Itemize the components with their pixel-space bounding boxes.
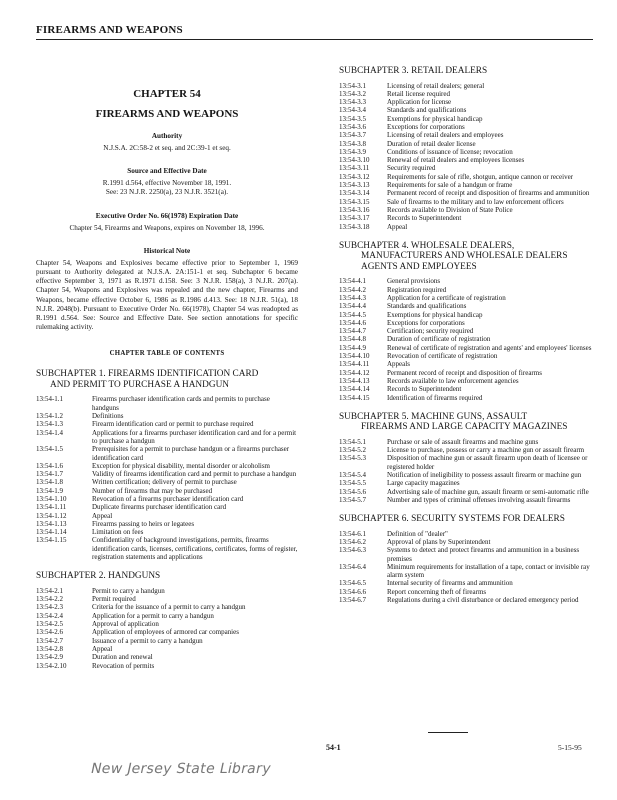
subchapter-4-heading: SUBCHAPTER 4. WHOLESALE DEALERS, MANUFACTURERS AND WHOLESALE DEALERS AGENTS AND EMPLOYEES: [339, 240, 568, 272]
section-number: 13:54-4.7: [339, 327, 367, 336]
section-title: Records to Superintendent: [387, 214, 462, 223]
toc-entry: [339, 115, 595, 123]
section-number: 13:54-3.1: [339, 81, 367, 90]
toc-entry: [339, 82, 595, 90]
section-number: 13:54-4.13: [339, 376, 370, 385]
section-number: 13:54-5.1: [339, 437, 367, 446]
toc-entry: [36, 445, 298, 462]
section-title: Appeal: [387, 222, 408, 231]
toc-entry: [339, 277, 595, 285]
toc-entry: [36, 645, 298, 653]
section-number: 13:54-3.10: [339, 156, 370, 165]
section-title: Large capacity magazines: [387, 479, 460, 488]
section-number: 13:54-2.8: [36, 644, 64, 653]
section-number: 13:54-2.2: [36, 595, 64, 604]
section-title: Certification; security required: [387, 327, 474, 336]
toc-entry: [36, 662, 298, 670]
section-number: 13:54-3.18: [339, 222, 370, 231]
toc-entry: [36, 462, 298, 470]
section-title: Exceptions for corporations: [387, 318, 465, 327]
section-number: 13:54-2.1: [36, 586, 64, 595]
subchapter-2-list: [36, 587, 298, 670]
section-title: Licensing of retail dealers and employees: [387, 131, 504, 140]
section-number: 13:54-5.2: [339, 446, 367, 455]
section-title: Number of firearms that may be purchased: [92, 486, 213, 495]
section-number: 13:54-4.11: [339, 360, 370, 369]
section-number: 13:54-4.14: [339, 385, 370, 394]
section-title: Records to Superintendent: [387, 385, 462, 394]
section-title: Permanent record of receipt and disposition of firearms: [387, 368, 542, 377]
section-title: Permit required: [92, 595, 136, 604]
section-title: Revocation of permits: [92, 661, 155, 670]
section-title: Disposition of machine gun or assault firearm upon death of licensee or registered holder: [387, 454, 588, 471]
section-title: Firearms passing to heirs or legatees: [92, 519, 195, 528]
subchapter-6-list: [339, 530, 595, 605]
source-line-2: See: 23 N.J.R. 2250(a), 23 N.J.R. 3521(a).: [105, 188, 229, 197]
section-number: 13:54-4.6: [339, 318, 367, 327]
toc-entry: [339, 394, 595, 402]
toc-entry: [339, 164, 595, 172]
section-title: Revocation of certificate of registration: [387, 352, 498, 361]
toc-entry: [339, 302, 595, 310]
toc-entry: [339, 344, 595, 352]
toc-entry: [339, 454, 595, 471]
subchapter-2-heading: SUBCHAPTER 2. HANDGUNS: [36, 571, 161, 582]
toc-entry: [36, 412, 298, 420]
section-number: 13:54-1.11: [36, 503, 67, 512]
toc-entry: [36, 429, 298, 446]
section-title: Number and types of criminal offenses involving assault firearms: [387, 495, 571, 504]
section-title: Requirements for sale of a handgun or frame: [387, 181, 513, 190]
toc-entry: [36, 487, 298, 495]
section-number: 13:54-1.9: [36, 486, 64, 495]
section-title: Requirements for sale of rifle, shotgun, antique cannon or receiver: [387, 172, 574, 181]
toc-entry: [339, 156, 595, 164]
section-title: General provisions: [387, 277, 441, 286]
section-number: 13:54-1.12: [36, 511, 67, 520]
toc-entry: [36, 603, 298, 611]
section-number: 13:54-3.9: [339, 147, 367, 156]
toc-entry: [339, 319, 595, 327]
section-title: Renewal of retail dealers and employees licenses: [387, 156, 525, 165]
section-title: Report concerning theft of firearms: [387, 587, 487, 596]
subchapter-4-list: [339, 277, 595, 401]
section-number: 13:54-1.14: [36, 528, 67, 537]
section-number: 13:54-4.3: [339, 293, 367, 302]
toc-entry: [339, 140, 595, 148]
toc-entry: [339, 360, 595, 368]
right-column: [339, 66, 595, 604]
chapter-number: CHAPTER 54: [133, 88, 201, 100]
section-number: 13:54-1.6: [36, 461, 64, 470]
toc-entry: [36, 478, 298, 486]
toc-entry: [36, 587, 298, 595]
section-title: Registration required: [387, 285, 447, 294]
section-number: 13:54-6.7: [339, 596, 367, 605]
toc-entry: [36, 637, 298, 645]
section-title: Validity of firearms identification card and permit to purchase a handgun: [92, 470, 297, 479]
section-number: 13:54-3.7: [339, 131, 367, 140]
section-number: 13:54-3.17: [339, 214, 370, 223]
section-number: 13:54-4.10: [339, 352, 370, 361]
section-number: 13:54-2.7: [36, 636, 64, 645]
source-heading: Source and Effective Date: [127, 167, 207, 176]
section-number: 13:54-6.3: [339, 546, 367, 555]
section-title: Conditions of issuance of license; revocation: [387, 147, 513, 156]
section-title: Permanent record of receipt and disposition of firearms and ammunition: [387, 189, 590, 198]
section-title: Firearms purchaser identification cards and permits to purchase handguns: [92, 395, 270, 412]
section-number: 13:54-3.15: [339, 197, 370, 206]
section-title: Application of employees of armored car companies: [92, 628, 239, 637]
toc-entry: [36, 528, 298, 536]
section-number: 13:54-1.3: [36, 420, 64, 429]
toc-entry: [339, 294, 595, 302]
section-number: 13:54-6.5: [339, 579, 367, 588]
section-title: Prerequisites for a permit to purchase handgun or a firearms purchaser identification card: [92, 445, 290, 462]
section-title: Permit to carry a handgun: [92, 586, 165, 595]
library-stamp: New Jersey State Library: [89, 761, 273, 777]
section-title: Limitation on fees: [92, 528, 144, 537]
subchapter-5-heading: SUBCHAPTER 5. MACHINE GUNS, ASSAULT FIREARMS AND LARGE CAPACITY MAGAZINES: [339, 411, 568, 433]
section-number: 13:54-1.15: [36, 536, 67, 545]
toc-entry: [36, 536, 298, 561]
section-title: Standards and qualifications: [387, 106, 467, 115]
section-title: Exception for physical disability, mental disorder or alcoholism: [92, 461, 271, 470]
section-number: 13:54-4.15: [339, 393, 370, 402]
toc-entry: [36, 595, 298, 603]
section-number: 13:54-3.4: [339, 106, 367, 115]
toc-entry: [36, 512, 298, 520]
toc-entry: [36, 520, 298, 528]
section-title: Definition of "dealer": [387, 529, 448, 538]
section-number: 13:54-3.8: [339, 139, 367, 148]
toc-entry: [339, 286, 595, 294]
authority-heading: Authority: [151, 132, 183, 140]
section-title: Written certification; delivery of permit to purchase: [92, 478, 237, 487]
section-number: 13:54-6.1: [339, 529, 367, 538]
toc-entry: [339, 189, 595, 197]
toc-entry: [339, 377, 595, 385]
left-column: [36, 80, 298, 670]
section-title: Purchase or sale of assault firearms and machine guns: [387, 437, 539, 446]
section-number: 13:54-5.5: [339, 479, 367, 488]
toc-entry: [339, 538, 595, 546]
section-number: 13:54-4.9: [339, 343, 367, 352]
toc-entry: [339, 385, 595, 393]
toc-entry: [36, 470, 298, 478]
section-title: Standards and qualifications: [387, 302, 467, 311]
subchapter-3-heading: SUBCHAPTER 3. RETAIL DEALERS: [339, 66, 488, 76]
section-title: Revocation of a firearms purchaser identification card: [92, 495, 244, 503]
section-title: Application for license: [387, 98, 452, 107]
section-title: Criteria for the issuance of a permit to carry a handgun: [92, 603, 246, 612]
subchapter-5-list: [339, 438, 595, 504]
toc-entry: [36, 503, 298, 511]
section-number: 13:54-3.12: [339, 172, 370, 181]
section-number: 13:54-3.2: [339, 89, 367, 98]
section-title: Exemptions for physical handicap: [387, 114, 483, 123]
expiration-heading: Executive Order No. 66(1978) Expiration Date: [95, 211, 239, 220]
toc-entry: [36, 495, 298, 503]
section-title: Confidentiality of background investigations, permits, firearms identification cards, licenses, certifications, certificates, forms of register, registration statements and applications: [92, 536, 298, 562]
section-title: Licensing of retail dealers; general: [387, 81, 485, 90]
section-number: 13:54-1.4: [36, 428, 64, 437]
toc-entry: [339, 471, 595, 479]
chapter-title: FIREARMS AND WEAPONS: [95, 108, 239, 120]
toc-entry: [339, 206, 595, 214]
section-number: 13:54-3.6: [339, 122, 367, 131]
section-title: Firearm identification card or permit to purchase required: [92, 420, 254, 429]
toc-entry: [36, 395, 298, 412]
section-number: 13:54-5.7: [339, 495, 367, 504]
section-title: Approval of application: [92, 620, 159, 629]
section-number: 13:54-1.5: [36, 445, 64, 454]
toc-entry: [339, 148, 595, 156]
section-title: Applications for a firearms purchaser identification card and for a permit to purchase a handgun: [92, 428, 297, 445]
toc-entry: [339, 131, 595, 139]
toc-entry: [339, 438, 595, 446]
toc-entry: [339, 546, 595, 563]
section-number: 13:54-2.6: [36, 628, 64, 637]
section-number: 13:54-4.5: [339, 310, 367, 319]
section-number: 13:54-2.5: [36, 620, 64, 629]
toc-title: CHAPTER TABLE OF CONTENTS: [109, 350, 225, 358]
section-title: Application for a certificate of registration: [387, 293, 506, 302]
section-title: Retail license required: [387, 89, 450, 98]
section-number: 13:54-1.8: [36, 478, 64, 487]
source-line-1: R.1991 d.564, effective November 18, 1991.: [102, 179, 232, 188]
section-title: Duration and renewal: [92, 653, 153, 662]
page-folio: 54-1: [326, 743, 341, 752]
section-title: Appeal: [92, 644, 113, 653]
section-number: 13:54-1.2: [36, 412, 64, 421]
section-number: 13:54-5.6: [339, 487, 367, 496]
toc-entry: [36, 653, 298, 661]
toc-entry: [339, 579, 595, 587]
section-number: 13:54-5.4: [339, 470, 367, 479]
section-number: 13:54-3.14: [339, 189, 370, 198]
section-title: Records available to Division of State Police: [387, 205, 513, 214]
running-header: FIREARMS AND WEAPONS: [36, 24, 593, 40]
section-title: Exemptions for physical handicap: [387, 310, 483, 319]
section-title: Appeals: [387, 360, 410, 369]
toc-entry: [339, 214, 595, 222]
section-title: Renewal of certificate of registration and agents' and employees' licenses: [387, 343, 592, 352]
section-title: Systems to detect and protect firearms and ammunition in a business premises: [387, 546, 580, 563]
toc-entry: [339, 479, 595, 487]
toc-entry: [339, 352, 595, 360]
subchapter-1-heading: SUBCHAPTER 1. FIREARMS IDENTIFICATION CARD AND PERMIT TO PURCHASE A HANDGUN: [36, 369, 259, 390]
section-title: Issuance of a permit to carry a handgun: [92, 636, 203, 645]
toc-entry: [339, 563, 595, 580]
section-title: Application for a permit to carry a handgun: [92, 611, 214, 620]
authority-text: N.J.S.A. 2C:58-2 et seq. and 2C:39-1 et seq.: [103, 144, 231, 152]
section-number: 13:54-3.13: [339, 181, 370, 190]
section-title: License to purchase, possess or carry a machine gun or assault firearm: [387, 446, 585, 455]
section-number: 13:54-3.16: [339, 205, 370, 214]
section-title: Records available to law enforcement agencies: [387, 376, 519, 385]
section-number: 13:54-6.6: [339, 587, 367, 596]
section-title: Duration of retail dealer license: [387, 139, 476, 148]
toc-entry: [339, 335, 595, 343]
section-title: Sale of firearms to the military and to law enforcement officers: [387, 197, 564, 206]
toc-entry: [339, 588, 595, 596]
toc-entry: [339, 198, 595, 206]
section-number: 13:54-4.2: [339, 285, 367, 294]
page-date: 5-15-95: [558, 743, 582, 752]
section-number: 13:54-4.12: [339, 368, 370, 377]
section-title: Notification of ineligibility to possess assault firearm or machine gun: [387, 470, 582, 479]
section-title: Minimum requirements for installation of a tape, contact or invisible ray alarm system: [387, 562, 590, 580]
section-number: 13:54-2.3: [36, 603, 64, 612]
section-title: Identification of firearms required: [387, 393, 483, 402]
section-number: 13:54-2.10: [36, 661, 67, 670]
toc-entry: [36, 620, 298, 628]
section-number: 13:54-1.10: [36, 495, 67, 503]
toc-entry: [36, 628, 298, 636]
section-title: Duration of certificate of registration: [387, 335, 491, 344]
section-number: 13:54-1.1: [36, 395, 64, 404]
toc-entry: [36, 420, 298, 428]
section-number: 13:54-6.4: [339, 562, 367, 571]
subchapter-6-heading: SUBCHAPTER 6. SECURITY SYSTEMS FOR DEALERS: [339, 514, 565, 525]
toc-entry: [339, 496, 595, 504]
section-number: 13:54-1.13: [36, 519, 67, 528]
toc-entry: [339, 98, 595, 106]
section-number: 13:54-3.3: [339, 98, 367, 107]
section-title: Internal security of firearms and ammunition: [387, 579, 513, 588]
section-number: 13:54-4.8: [339, 335, 367, 344]
toc-entry: [339, 327, 595, 335]
toc-entry: [339, 530, 595, 538]
toc-entry: [339, 223, 595, 231]
section-title: Appeal: [92, 511, 113, 520]
section-number: 13:54-3.11: [339, 164, 370, 173]
divider-rule: [428, 732, 468, 733]
toc-entry: [339, 123, 595, 131]
section-title: Exceptions for corporations: [387, 122, 465, 131]
toc-entry: [339, 90, 595, 98]
expiration-text: Chapter 54, Firearms and Weapons, expires on November 18, 1996.: [69, 223, 265, 232]
toc-entry: [339, 106, 595, 114]
section-title: Definitions: [92, 412, 124, 421]
historical-note: Chapter 54, Weapons and Explosives became effective prior to September 1, 1969 pursuant to Authority delegated at N.J.S.A. 2A:151-1 et seq. Subchapter 6 became effective September 3, 1971 as R.1971 d.158. See: 3 N.J.R. 158(a), 3 N.J.R. 207(a). Chapter 54, Weapons and Explosives was repealed and the new chapter, Firearms and Weapons, became effective October 6, 1986 as R.1986 d.413. See: 18 N.J.R. 51(a), 18 N.J.R. 2048(b). Pursuant to Executive Order No. 66(1978), Chapter 54 was readopted as R.1991 d.564. See: Source and Effective Date. See section annotations for specific rulemaking activity.: [36, 258, 298, 332]
section-number: 13:54-5.3: [339, 454, 367, 463]
section-number: 13:54-4.4: [339, 302, 367, 311]
toc-entry: [339, 173, 595, 181]
section-title: Duplicate firearms purchaser identification card: [92, 503, 227, 512]
section-number: 13:54-2.9: [36, 653, 64, 662]
section-number: 13:54-2.4: [36, 611, 64, 620]
toc-entry: [36, 612, 298, 620]
toc-entry: [339, 446, 595, 454]
toc-entry: [339, 488, 595, 496]
section-title: Advertising sale of machine gun, assault firearm or semi-automatic rifle: [387, 487, 589, 496]
historical-heading: Historical Note: [143, 246, 191, 255]
subchapter-3-list: [339, 82, 595, 231]
section-number: 13:54-6.2: [339, 537, 367, 546]
section-number: 13:54-3.5: [339, 114, 367, 123]
toc-entry: [339, 596, 595, 604]
section-title: Regulations during a civil disturbance or declared emergency period: [387, 596, 579, 605]
section-title: Approval of plans by Superintendent: [387, 537, 491, 546]
toc-entry: [339, 311, 595, 319]
toc-entry: [339, 181, 595, 189]
toc-entry: [339, 369, 595, 377]
section-number: 13:54-4.1: [339, 277, 367, 286]
section-title: Security required: [387, 164, 436, 173]
section-number: 13:54-1.7: [36, 470, 64, 479]
subchapter-1-list: [36, 395, 298, 561]
